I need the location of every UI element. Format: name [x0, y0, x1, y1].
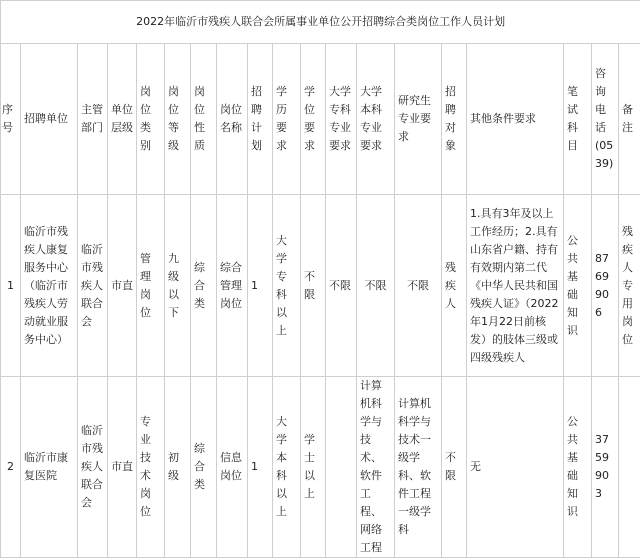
- cell-target: 不限: [442, 377, 467, 558]
- header-target: 招聘对象: [442, 44, 467, 195]
- table-title: 2022年临沂市残疾人联合会所属事业单位公开招聘综合类岗位工作人员计划: [1, 1, 640, 44]
- cell-phone: 8769906: [592, 195, 619, 377]
- cell-seq: 1: [1, 195, 21, 377]
- header-junior-major: 大学专科专业要求: [326, 44, 357, 195]
- header-post-nature: 岗位性质: [191, 44, 217, 195]
- cell-post-name: 综合管理岗位: [217, 195, 248, 377]
- header-post-grade: 岗位等级: [165, 44, 191, 195]
- header-note: 备注: [619, 44, 640, 195]
- cell-post-nature: 综合类: [191, 195, 217, 377]
- cell-post-type: 管理岗位: [137, 195, 165, 377]
- cell-degree: 学士以上: [301, 377, 326, 558]
- cell-level: 市直: [108, 195, 137, 377]
- cell-post-name: 信息岗位: [217, 377, 248, 558]
- cell-seq: 2: [1, 377, 21, 558]
- cell-dept: 临沂市残疾人联合会: [78, 377, 108, 558]
- cell-other: 1.具有3年及以上工作经历；2.具有山东省户籍、持有有效期内第二代《中华人民共和国残疾人证》（2022年1月22日前核发）的肢体三级或四级残疾人: [467, 195, 564, 377]
- cell-other: 无: [467, 377, 564, 558]
- cell-bachelor-major: 计算机科学与技术、软件工程、网络工程: [357, 377, 395, 558]
- cell-exam: 公共基础知识: [564, 195, 592, 377]
- header-edu: 学历要求: [273, 44, 301, 195]
- cell-level: 市直: [108, 377, 137, 558]
- header-bachelor-major: 大学本科专业要求: [357, 44, 395, 195]
- cell-plan: 1: [248, 195, 273, 377]
- header-row: [1, 44, 640, 195]
- header-level: 单位层级: [108, 44, 137, 195]
- cell-degree: 不限: [301, 195, 326, 377]
- cell-junior-major: 不限: [326, 195, 357, 377]
- cell-junior-major: [326, 377, 357, 558]
- cell-unit: 临沂市康复医院: [21, 377, 78, 558]
- cell-plan: 1: [248, 377, 273, 558]
- cell-target: 残疾人: [442, 195, 467, 377]
- header-plan: 招聘计划: [248, 44, 273, 195]
- header-post-type: 岗位类别: [137, 44, 165, 195]
- cell-note: [619, 377, 640, 558]
- cell-exam: 公共基础知识: [564, 377, 592, 558]
- cell-dept: 临沂市残疾人联合会: [78, 195, 108, 377]
- cell-edu: 大学专科以上: [273, 195, 301, 377]
- cell-grad-major: 计算机科学与技术一级学科、软件工程一级学科: [395, 377, 442, 558]
- table-row: [1, 377, 640, 558]
- cell-post-grade: 九级以下: [165, 195, 191, 377]
- cell-grad-major: 不限: [395, 195, 442, 377]
- header-phone: 咨询电话(0539): [592, 44, 619, 195]
- header-degree: 学位要求: [301, 44, 326, 195]
- header-dept: 主管部门: [78, 44, 108, 195]
- header-other: 其他条件要求: [467, 44, 564, 195]
- cell-phone: 3759903: [592, 377, 619, 558]
- cell-post-type: 专业技术岗位: [137, 377, 165, 558]
- header-grad-major: 研究生专业要求: [395, 44, 442, 195]
- cell-bachelor-major: 不限: [357, 195, 395, 377]
- cell-edu: 大学本科以上: [273, 377, 301, 558]
- header-seq: 序号: [1, 44, 21, 195]
- cell-unit: 临沂市残疾人康复服务中心（临沂市残疾人劳动就业服务中心）: [21, 195, 78, 377]
- cell-post-grade: 初级: [165, 377, 191, 558]
- cell-post-nature: 综合类: [191, 377, 217, 558]
- header-unit: 招聘单位: [21, 44, 78, 195]
- cell-note: 残疾人专用岗位: [619, 195, 640, 377]
- table-row: [1, 195, 640, 377]
- header-post-name: 岗位名称: [217, 44, 248, 195]
- header-exam: 笔试科目: [564, 44, 592, 195]
